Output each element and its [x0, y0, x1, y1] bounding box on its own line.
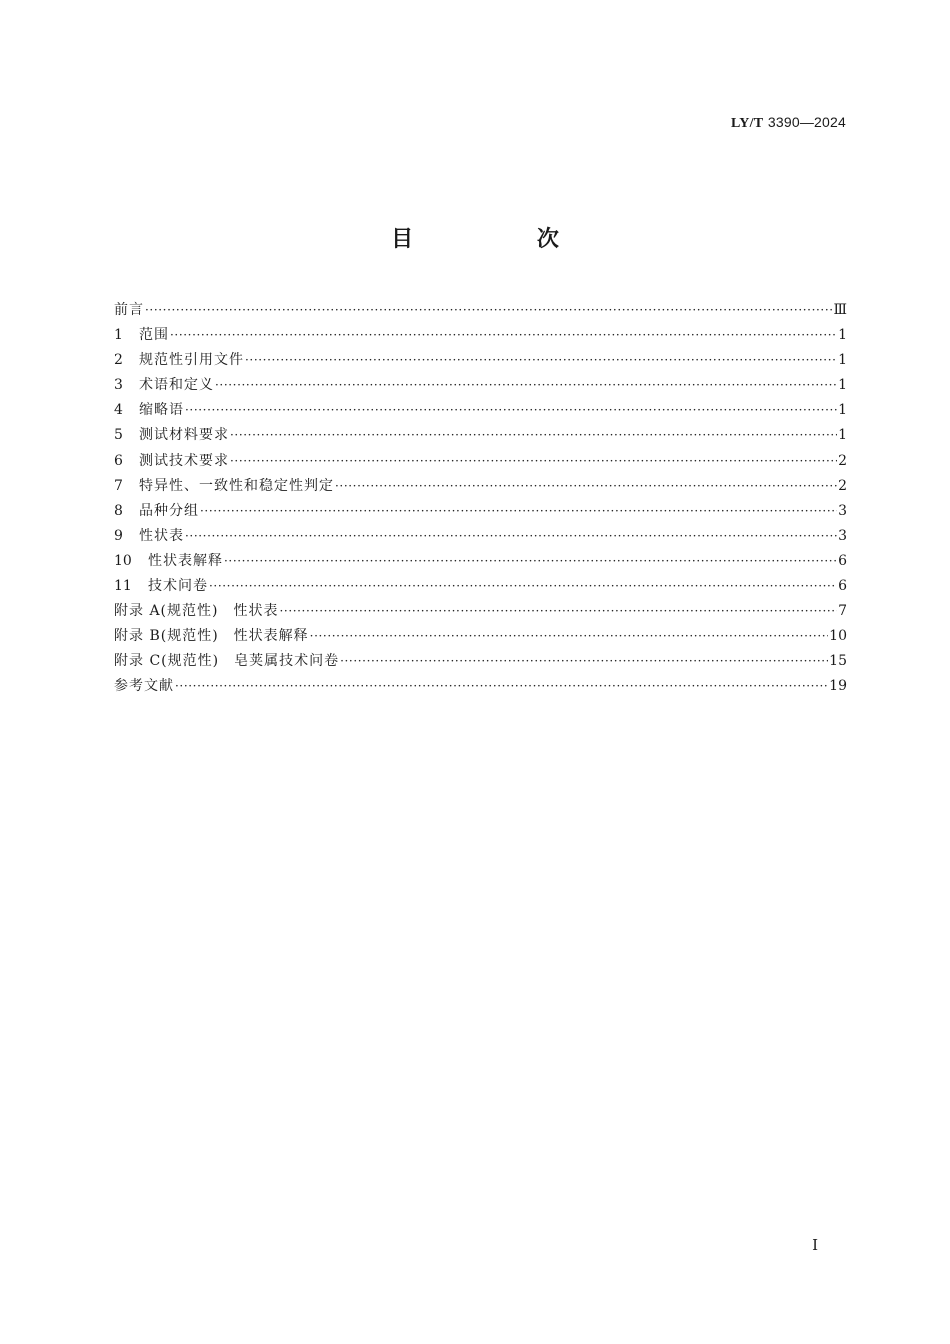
- toc-entry-label: 品种分组: [139, 502, 199, 519]
- toc-leader-dots: [200, 499, 837, 524]
- toc-entry-number: 6: [114, 452, 123, 469]
- toc-entry-label: 缩略语: [139, 402, 184, 419]
- toc-entry-number: 8: [114, 502, 123, 519]
- toc-entry-page: 3: [838, 502, 847, 519]
- toc-entry-page: 6: [838, 578, 847, 595]
- toc-entry-number: 2: [114, 352, 123, 369]
- toc-entry-8[interactable]: [114, 499, 847, 524]
- toc-entry-label: 性状表解释: [148, 552, 223, 569]
- toc-entry-page: 1: [838, 402, 847, 419]
- toc-entry-number: 11: [114, 578, 132, 595]
- toc-leader-dots: [335, 474, 837, 499]
- toc-leader-dots: [175, 674, 828, 699]
- standard-prefix: LY/T: [731, 116, 764, 131]
- toc-entry-3[interactable]: [114, 373, 847, 398]
- toc-entry-number: 7: [114, 477, 123, 494]
- toc-entry-page: 19: [829, 678, 847, 695]
- toc-leader-dots: [245, 348, 837, 373]
- toc-entry-number: 9: [114, 527, 123, 544]
- toc-entry-label: 范围: [139, 327, 169, 344]
- toc-leader-dots: [310, 624, 829, 649]
- toc-entry-10[interactable]: [114, 549, 847, 574]
- standard-number: 3390—2024: [767, 114, 846, 130]
- toc-entry-label: 前言: [114, 302, 144, 318]
- toc-leader-dots: [340, 649, 828, 674]
- page-number: I: [812, 1236, 818, 1254]
- toc-entry-label: 测试技术要求: [139, 452, 229, 469]
- standard-code: [731, 114, 846, 132]
- toc-entry-7[interactable]: [114, 474, 847, 499]
- toc-leader-dots: [145, 298, 832, 323]
- toc-entry-9[interactable]: [114, 524, 847, 549]
- toc-entry-label: 附录 B(规范性) 性状表解释: [114, 628, 309, 645]
- toc-entry-number: 10: [114, 552, 132, 569]
- toc-leader-dots: [185, 524, 837, 549]
- toc-entry-label: 规范性引用文件: [139, 352, 244, 369]
- toc-entry-6[interactable]: [114, 449, 847, 474]
- toc-entry-label: 附录 A(规范性) 性状表: [114, 603, 279, 620]
- toc-entry-label: 参考文献: [114, 678, 174, 695]
- toc-leader-dots: [215, 373, 837, 398]
- toc-leader-dots: [230, 423, 837, 448]
- toc-entry-number: 4: [114, 402, 123, 419]
- toc-leader-dots: [185, 398, 837, 423]
- toc-entry-1[interactable]: [114, 323, 847, 348]
- table-of-contents: [114, 298, 847, 700]
- toc-entry-page: 1: [838, 377, 847, 394]
- toc-entry-2[interactable]: [114, 348, 847, 373]
- toc-leader-dots: [279, 599, 837, 624]
- toc-entry-label: 特异性、一致性和稳定性判定: [139, 477, 334, 494]
- toc-leader-dots: [170, 323, 837, 348]
- toc-entry-references[interactable]: [114, 674, 847, 699]
- toc-entry-page: 6: [838, 552, 847, 569]
- toc-entry-page: 1: [838, 427, 847, 444]
- toc-entry-label: 附录 C(规范性) 皂荚属技术问卷: [114, 653, 340, 670]
- toc-entry-appendix-a[interactable]: [114, 599, 847, 624]
- toc-entry-page: 15: [829, 653, 847, 670]
- toc-entry-page: 2: [838, 477, 847, 494]
- toc-leader-dots: [230, 449, 837, 474]
- toc-entry-page: 7: [838, 603, 847, 620]
- toc-entry-label: 术语和定义: [139, 377, 214, 394]
- toc-entry-page: 1: [838, 352, 847, 369]
- toc-entry-appendix-b[interactable]: [114, 624, 847, 649]
- toc-entry-4[interactable]: [114, 398, 847, 423]
- toc-entry-appendix-c[interactable]: [114, 649, 847, 674]
- toc-entry-number: 5: [114, 427, 123, 444]
- toc-entry-page: 10: [829, 628, 847, 645]
- toc-entry-11[interactable]: [114, 574, 847, 599]
- toc-entry-number: 3: [114, 377, 123, 394]
- toc-leader-dots: [224, 549, 837, 574]
- toc-entry-label: 测试材料要求: [139, 427, 229, 444]
- toc-entry-number: 1: [114, 327, 123, 344]
- toc-entry-page: 3: [838, 527, 847, 544]
- toc-entry-label: 性状表: [139, 527, 184, 544]
- toc-entry-5[interactable]: [114, 423, 847, 448]
- toc-entry-page: Ⅲ: [833, 302, 847, 318]
- toc-entry-page: 1: [838, 327, 847, 344]
- toc-title: 目 次: [391, 227, 617, 252]
- toc-entry-page: 2: [838, 452, 847, 469]
- toc-entry-label: 技术问卷: [148, 578, 208, 595]
- toc-leader-dots: [209, 574, 837, 599]
- toc-entry-foreword[interactable]: [114, 298, 847, 323]
